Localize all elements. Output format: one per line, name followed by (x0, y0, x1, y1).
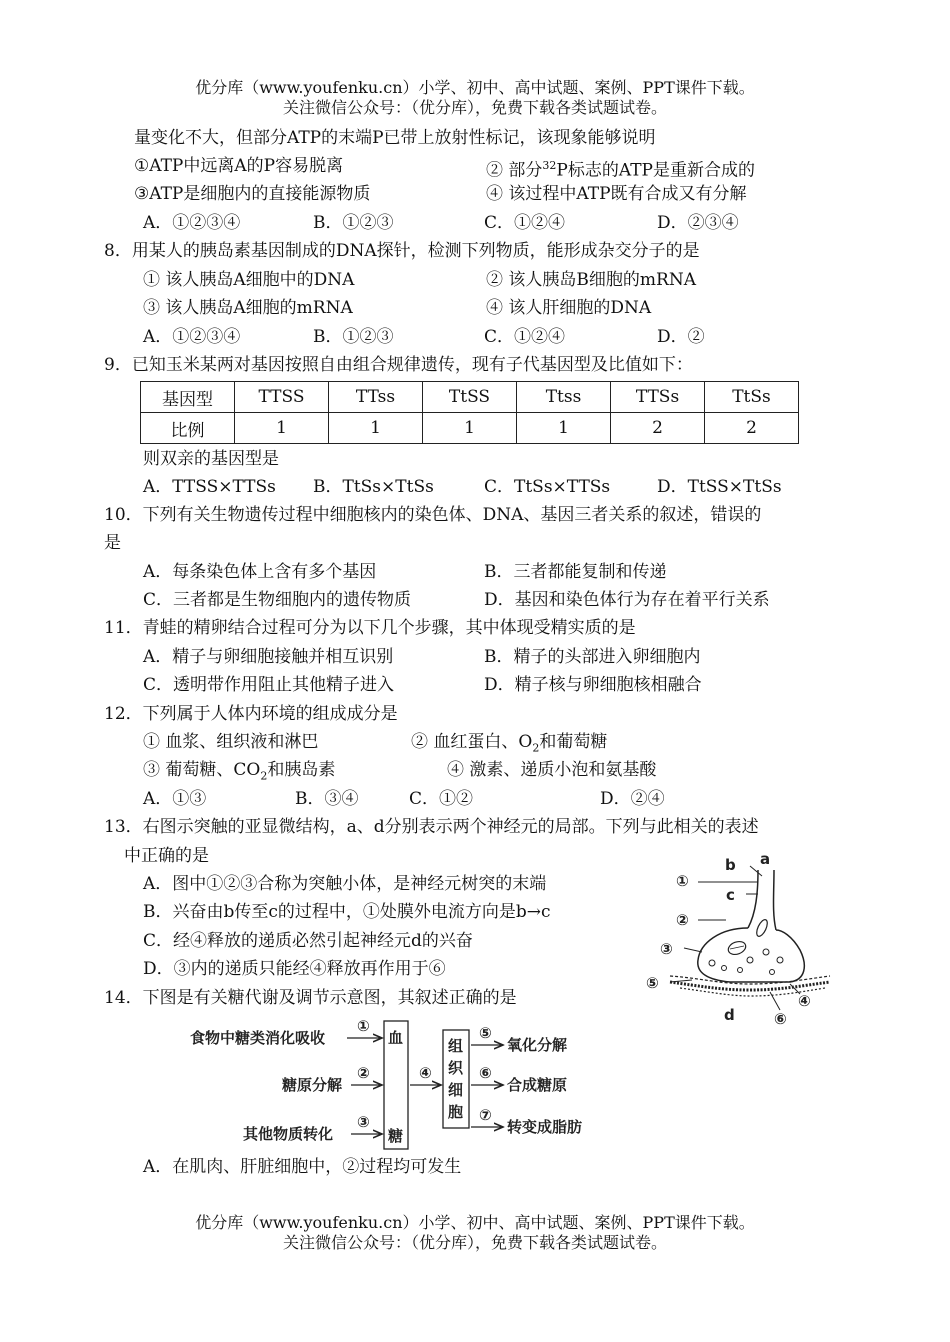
table-header-cell: TTSs (611, 382, 705, 413)
q7-statement-3: ③ATP是细胞内的直接能源物质 (134, 184, 371, 204)
table-cell: 2 (611, 413, 705, 444)
table-header-cell: TTss (329, 382, 423, 413)
q9-stem: 9．已知玉米某两对基因按照自由组合规律遗传，现有子代基因型及比值如下： (104, 355, 693, 375)
q10-stem-line1: 10．下列有关生物遗传过程中细胞核内的染色体、DNA、基因三者关系的叙述，错误的 (104, 505, 762, 525)
table-row (141, 413, 799, 444)
page-footer-line1: 优分库（www.youfenku.cn）小学、初中、高中试题、案例、PPT课件下载。 (195, 1213, 755, 1232)
step-5-label: ⑤ (479, 1024, 492, 1042)
q11-option-b: B．精子的头部进入卵细胞内 (484, 647, 701, 667)
step-1-label: ① (357, 1017, 370, 1035)
q12-statement-3: ③ 葡萄糖、$CO_2$和胰岛素 (143, 760, 336, 783)
synapse-label-b: b (725, 856, 736, 874)
step-7-label: ⑦ (479, 1106, 492, 1124)
synapse-label-5: ⑤ (646, 974, 659, 992)
q7-option-d: D．②③④ (657, 213, 739, 233)
table-header-cell: TtSS (423, 382, 517, 413)
q9-option-c: C．TtSs×TTSs (484, 477, 611, 497)
q7-option-a: A．①②③④ (143, 213, 241, 233)
page-footer-line2: 关注微信公众号：（优分库），免费下载各类试题试卷。 (282, 1233, 667, 1252)
q13-option-b: B．兴奋由b传至c的过程中，①处膜外电流方向是b→c (143, 902, 551, 922)
q7-statement-4: ④ 该过程中ATP既有合成又有分解 (486, 184, 747, 204)
q8-option-a: A．①②③④ (143, 327, 241, 347)
q11-option-d: D．精子核与卵细胞核相融合 (484, 675, 702, 695)
synapse-diagram (640, 848, 840, 1028)
tissue-cell-char: 胞 (448, 1103, 464, 1121)
q9-option-d: D．TtSS×TtSs (657, 477, 782, 497)
q8-statement-4: ④ 该人肝细胞的DNA (486, 298, 652, 318)
q14-option-a: A．在肌肉、肝脏细胞中，②过程均可发生 (143, 1157, 462, 1177)
q13-stem-line2: 中正确的是 (124, 846, 209, 866)
tissue-cell-char: 组 (448, 1037, 464, 1055)
table-cell: 比例 (141, 413, 235, 444)
output-oxidation: 氧化分解 (507, 1036, 568, 1054)
q8-stem: 8．用某人的胰岛素基因制成的DNA探针，检测下列物质，能形成杂交分子的是 (104, 241, 700, 261)
table-header-cell: Ttss (517, 382, 611, 413)
q11-option-c: C．透明带作用阻止其他精子进入 (143, 675, 395, 695)
output-fat-conversion: 转变成脂肪 (507, 1118, 583, 1136)
table-header-cell: 基因型 (141, 382, 235, 413)
q12-statement-1: ① 血浆、组织液和淋巴 (143, 732, 319, 752)
tissue-cell-char: 细 (448, 1081, 464, 1099)
table-cell: 1 (517, 413, 611, 444)
source-food-digestion: 食物中糖类消化吸收 (190, 1029, 326, 1047)
blood-sugar-top: 血 (388, 1029, 404, 1047)
q12-option-b: B．③④ (295, 789, 359, 809)
q9-option-a: A．TTSS×TTSs (143, 477, 276, 497)
q12-statement-2: ② 血红蛋白、$O_2$和葡萄糖 (411, 732, 608, 755)
q12-option-d: D．②④ (600, 789, 665, 809)
synapse-label-4: ④ (798, 992, 811, 1010)
q12-option-a: A．①③ (143, 789, 207, 809)
table-cell: 1 (329, 413, 423, 444)
q12-stem: 12．下列属于人体内环境的组成成分是 (104, 704, 398, 724)
q11-option-a: A．精子与卵细胞接触并相互识别 (143, 647, 394, 667)
table-row (141, 382, 799, 413)
page-header-line1: 优分库（www.youfenku.cn）小学、初中、高中试题、案例、PPT课件下载。 (195, 78, 755, 97)
table-cell: 1 (235, 413, 329, 444)
table-cell: 2 (705, 413, 799, 444)
table-cell: 1 (423, 413, 517, 444)
synapse-label-3: ③ (660, 940, 673, 958)
q7-option-c: C．①②④ (484, 213, 566, 233)
q9-after-table: 则双亲的基因型是 (143, 449, 279, 469)
q11-stem: 11．青蛙的精卵结合过程可分为以下几个步骤，其中体现受精实质的是 (104, 618, 636, 638)
q8-statement-3: ③ 该人胰岛A细胞的mRNA (143, 298, 353, 318)
synapse-label-d: d (724, 1006, 735, 1024)
source-other-conversion: 其他物质转化 (243, 1125, 334, 1143)
q10-option-d: D．基因和染色体行为存在着平行关系 (484, 590, 770, 610)
blood-sugar-bottom: 糖 (388, 1127, 404, 1145)
q7-stem-continuation: 量变化不大，但部分ATP的末端P已带上放射性标记，该现象能够说明 (134, 128, 656, 148)
step-3-label: ③ (357, 1113, 370, 1131)
q8-option-d: D．② (657, 327, 705, 347)
table-header-cell: TTSS (235, 382, 329, 413)
q7-option-b: B．①②③ (313, 213, 394, 233)
q10-option-a: A．每条染色体上含有多个基因 (143, 562, 377, 582)
q8-statement-2: ② 该人胰岛B细胞的mRNA (486, 270, 696, 290)
synapse-label-a: a (760, 850, 771, 868)
step-2-label: ② (357, 1064, 370, 1082)
q14-stem: 14．下图是有关糖代谢及调节示意图，其叙述正确的是 (104, 988, 517, 1008)
step-4-label: ④ (419, 1064, 432, 1082)
step-6-label: ⑥ (479, 1064, 492, 1082)
q8-option-b: B．①②③ (313, 327, 394, 347)
tissue-cell-char: 织 (448, 1059, 464, 1077)
synapse-label-2: ② (676, 911, 689, 929)
q13-option-c: C．经④释放的递质必然引起神经元d的兴奋 (143, 931, 473, 951)
q12-option-c: C．①② (409, 789, 474, 809)
synapse-label-c: c (726, 886, 735, 904)
output-glycogen-synthesis: 合成糖原 (507, 1076, 568, 1094)
source-glycogen-breakdown: 糖原分解 (282, 1076, 343, 1094)
genotype-table (140, 381, 799, 444)
synapse-label-6: ⑥ (774, 1010, 787, 1028)
q7-statement-2: ② 部分$^{32}$P标志的ATP是重新合成的 (486, 159, 755, 181)
q9-option-b: B．TtSs×TtSs (313, 477, 434, 497)
q13-stem-line1: 13．右图示突触的亚显微结构，a、d分别表示两个神经元的局部。下列与此相关的表述 (104, 817, 759, 837)
page-header-line2: 关注微信公众号：（优分库），免费下载各类试题试卷。 (282, 98, 667, 117)
q12-statement-4: ④ 激素、递质小泡和氨基酸 (447, 760, 657, 780)
table-header-cell: TtSs (705, 382, 799, 413)
q10-option-b: B．三者都能复制和传递 (484, 562, 667, 582)
q8-option-c: C．①②④ (484, 327, 566, 347)
q10-option-c: C．三者都是生物细胞内的遗传物质 (143, 590, 412, 610)
q10-stem-line2: 是 (104, 533, 121, 553)
q7-statement-1: ①ATP中远离A的P容易脱离 (134, 156, 344, 176)
q13-option-a: A．图中①②③合称为突触小体，是神经元树突的末端 (143, 874, 547, 894)
synapse-label-1: ① (676, 872, 689, 890)
sugar-metabolism-diagram (185, 1015, 615, 1155)
q13-option-d: D．③内的递质只能经④释放再作用于⑥ (143, 959, 446, 979)
q8-statement-1: ① 该人胰岛A细胞中的DNA (143, 270, 355, 290)
